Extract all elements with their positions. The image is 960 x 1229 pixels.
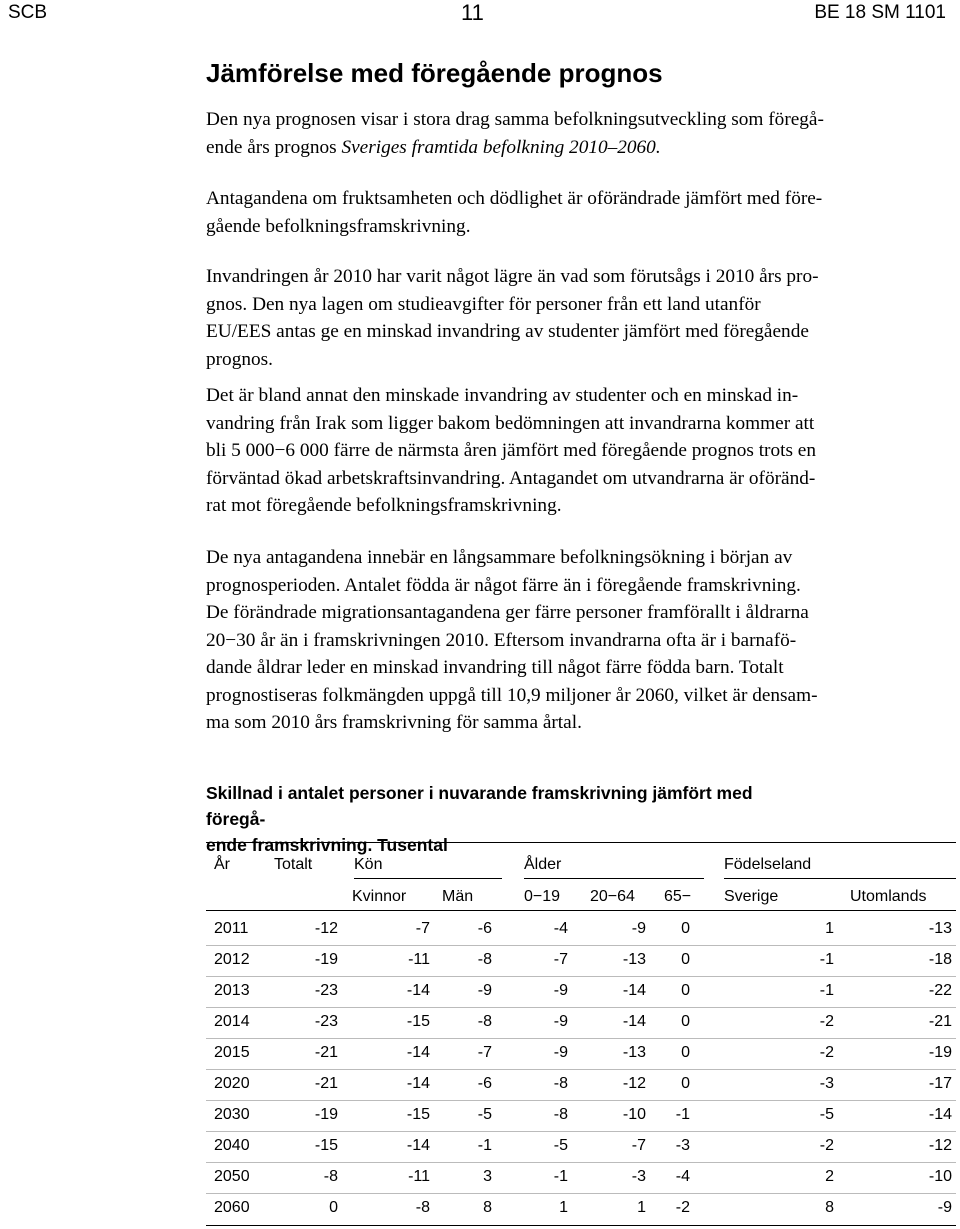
header-year: År	[214, 856, 230, 873]
table-cell: -5	[477, 1106, 492, 1123]
table-cell: -13	[928, 920, 952, 937]
table-cell: -9	[553, 1013, 568, 1030]
table-cell: 1	[559, 1199, 568, 1216]
table-row-year: 2011	[214, 920, 249, 937]
table-cell: -23	[314, 1013, 338, 1030]
paragraph-line: gnos. Den nya lagen om studieavgifter för personer från ett land utanför	[206, 293, 761, 315]
table-row-year: 2015	[214, 1044, 250, 1061]
table-row-divider	[206, 976, 956, 977]
subheader-age-65: 65−	[664, 888, 692, 905]
table-title-line: ende framskrivning. Tusental	[206, 835, 448, 855]
table-cell: -8	[323, 1168, 338, 1185]
table-cell: -21	[314, 1075, 338, 1092]
table-bottom-rule	[206, 1225, 956, 1226]
table-cell: -19	[314, 951, 338, 968]
table-cell: -10	[928, 1168, 952, 1185]
header-birthplace: Födelseland	[724, 856, 812, 873]
table-row-year: 2030	[214, 1106, 250, 1123]
header-sex: Kön	[354, 856, 383, 873]
table-cell: -12	[928, 1137, 952, 1154]
section-heading: Jämförelse med föregående prognos	[206, 58, 663, 88]
table-cell: 3	[483, 1168, 492, 1185]
table-cell: 1	[825, 920, 834, 937]
table-cell: -21	[314, 1044, 338, 1061]
table-cell: 0	[681, 1013, 690, 1030]
paragraph-line: Den nya prognosen visar i stora drag samma befolkningsutveckling som föregå-	[206, 109, 824, 130]
report-title-reference: Sveriges framtida befolkning 2010–2060.	[341, 136, 661, 158]
paragraph-line: prognostiseras folkmängden uppgå till 10,9 miljoner år 2060, vilket är densam-	[206, 684, 818, 706]
subheader-abroad: Utomlands	[850, 888, 927, 905]
table-cell: -17	[928, 1075, 952, 1092]
table-cell: 0	[329, 1199, 338, 1216]
table-cell: -9	[553, 1044, 568, 1061]
paragraph-line: De förändrade migrationsantagandena ger färre personer framförallt i åldrarna	[206, 602, 809, 623]
table-cell: -3	[675, 1137, 690, 1154]
table-cell: -4	[675, 1168, 690, 1185]
table-cell: -9	[553, 982, 568, 999]
table-cell: -19	[928, 1044, 952, 1061]
table-cell: -23	[314, 982, 338, 999]
table-cell: -7	[477, 1044, 492, 1061]
table-cell: 8	[825, 1199, 834, 1216]
report-code: BE 18 SM 1101	[814, 2, 946, 23]
table-cell: -2	[675, 1199, 690, 1216]
table-cell: 8	[483, 1199, 492, 1216]
paragraph-line: prognosperioden. Antalet födda är något färre än i föregående framskrivning.	[206, 574, 801, 596]
table-cell: -15	[406, 1106, 430, 1123]
table-cell: -15	[406, 1013, 430, 1030]
paragraph-line: rat mot föregående befolkningsframskrivning.	[206, 495, 562, 516]
table-cell: -12	[622, 1075, 646, 1092]
page-number: 11	[461, 0, 484, 25]
table-cell: -8	[553, 1106, 568, 1123]
table-cell: -12	[314, 920, 338, 937]
paragraph-line: 20−30 år än i framskrivningen 2010. Eftersom invandrarna ofta är i barnafö-	[206, 629, 797, 651]
paragraph-line: gående befolkningsframskrivning.	[206, 215, 471, 237]
table-row-divider	[206, 1069, 956, 1070]
table-cell: -13	[622, 951, 646, 968]
table-cell: 0	[681, 920, 690, 937]
table-cell: -8	[553, 1075, 568, 1092]
table-cell: -7	[553, 951, 568, 968]
table-cell: -14	[928, 1106, 952, 1123]
table-row-year: 2020	[214, 1075, 250, 1092]
table-cell: -10	[622, 1106, 646, 1123]
table-cell: -2	[819, 1044, 834, 1061]
table-cell: -6	[477, 1075, 492, 1092]
table-cell: -1	[477, 1137, 492, 1154]
header-publisher: SCB	[8, 2, 48, 23]
paragraph-5	[206, 544, 944, 737]
table-cell: -9	[477, 982, 492, 999]
table-cell: 0	[681, 951, 690, 968]
paragraph-line: bli 5 000−6 000 färre de närmsta åren jämfört med föregående prognos trots en	[206, 440, 816, 461]
table-cell: -2	[819, 1137, 834, 1154]
table-cell: -7	[631, 1137, 646, 1154]
paragraph-3	[206, 263, 944, 373]
table-title	[206, 780, 766, 858]
table-cell: -8	[477, 951, 492, 968]
table-row-year: 2060	[214, 1199, 250, 1216]
table-row-divider	[206, 1038, 956, 1039]
table-cell: -11	[408, 1168, 430, 1185]
header-age: Ålder	[524, 856, 562, 873]
paragraph-4	[206, 382, 944, 520]
table-row-year: 2012	[214, 951, 250, 968]
paragraph-line	[206, 134, 944, 162]
header-sex-underline	[354, 878, 502, 879]
subheader-sweden: Sverige	[724, 888, 779, 905]
table-top-rule	[206, 842, 956, 843]
table-row-divider	[206, 1007, 956, 1008]
table-row-year: 2013	[214, 982, 250, 999]
table-cell: -3	[819, 1075, 834, 1092]
table-cell: -8	[477, 1013, 492, 1030]
paragraph-line-text: ende års prognos	[206, 136, 342, 158]
table-cell: -1	[819, 982, 834, 999]
header-age-underline	[524, 878, 704, 879]
table-cell: -13	[622, 1044, 646, 1061]
paragraph-line: vandring från Irak som ligger bakom bedömningen att invandrarna kommer att	[206, 412, 815, 434]
table-cell: 0	[681, 1075, 690, 1092]
table-cell: -9	[937, 1199, 952, 1216]
paragraph-line: EU/EES antas ge en minskad invandring av studenter jämfört med föregående	[206, 321, 809, 342]
table-cell: -21	[928, 1013, 952, 1030]
table-cell: -1	[819, 951, 834, 968]
table-cell: 1	[637, 1199, 646, 1216]
header-birthplace-underline	[724, 878, 956, 879]
table-cell: -19	[314, 1106, 338, 1123]
table-row-year: 2040	[214, 1137, 250, 1154]
table-row-year: 2014	[214, 1013, 250, 1030]
table-cell: -5	[553, 1137, 568, 1154]
table-cell: -2	[819, 1013, 834, 1030]
table-cell: -14	[406, 1075, 430, 1092]
subheader-age-0-19: 0−19	[524, 888, 561, 905]
table-cell: -14	[622, 982, 646, 999]
table-title-line: Skillnad i antalet personer i nuvarande framskrivning jämfört med föregå-	[206, 783, 753, 829]
table-cell: -7	[415, 920, 430, 937]
table-cell: -14	[622, 1013, 646, 1030]
table-cell: -14	[406, 982, 430, 999]
table-cell: -1	[553, 1168, 568, 1185]
table-cell: -3	[631, 1168, 646, 1185]
paragraph-line: De nya antagandena innebär en långsammare befolkningsökning i början av	[206, 547, 793, 568]
table-cell: -5	[819, 1106, 834, 1123]
table-row-year: 2050	[214, 1168, 250, 1185]
header-total: Totalt	[274, 856, 313, 873]
table-cell: 0	[681, 982, 690, 999]
paragraph-line: prognos.	[206, 348, 273, 370]
table-row-divider	[206, 1193, 956, 1194]
table-cell: -1	[675, 1106, 690, 1123]
paragraph-line: förväntad ökad arbetskraftsinvandring. Antagandet om utvandrarna är oföränd-	[206, 467, 816, 489]
table-cell: -11	[408, 951, 430, 968]
table-cell: 2	[825, 1168, 834, 1185]
table-cell: -14	[406, 1044, 430, 1061]
table-header-rule	[206, 910, 956, 911]
paragraph-line: dande åldrar leder en minskad invandring till något färre födda barn. Totalt	[206, 657, 784, 678]
table-cell: -4	[553, 920, 568, 937]
paragraph-2	[206, 185, 944, 240]
table-cell: -18	[928, 951, 952, 968]
subheader-women: Kvinnor	[352, 888, 407, 905]
table-row-divider	[206, 1162, 956, 1163]
table-cell: -9	[631, 920, 646, 937]
table-row-divider	[206, 945, 956, 946]
subheader-men: Män	[442, 888, 474, 905]
paragraph-1	[206, 106, 944, 161]
table-cell: -14	[406, 1137, 430, 1154]
table-cell: -6	[477, 920, 492, 937]
paragraph-line: ma som 2010 års framskrivning för samma årtal.	[206, 712, 582, 733]
table-cell: -22	[928, 982, 952, 999]
subheader-age-20-64: 20−64	[590, 888, 635, 905]
table-row-divider	[206, 1100, 956, 1101]
table-cell: -8	[415, 1199, 430, 1216]
table-cell: 0	[681, 1044, 690, 1061]
table-cell: -15	[314, 1137, 338, 1154]
paragraph-line: Invandringen år 2010 har varit något lägre än vad som förutsågs i 2010 års pro-	[206, 266, 819, 287]
paragraph-line: Det är bland annat den minskade invandring av studenter och en minskad in-	[206, 385, 799, 406]
table-row-divider	[206, 1131, 956, 1132]
paragraph-line: Antagandena om fruktsamheten och dödlighet är oförändrade jämfört med före-	[206, 188, 823, 209]
